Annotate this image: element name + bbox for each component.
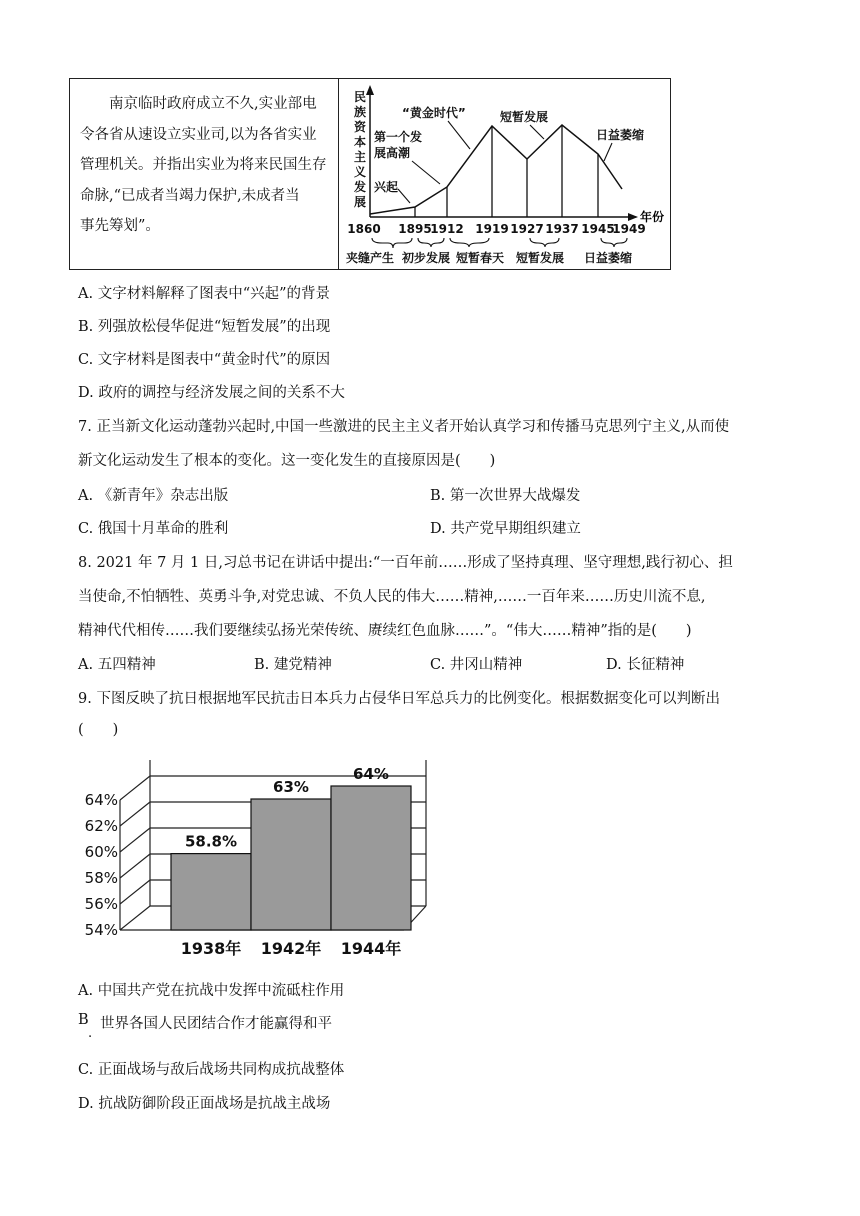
q7-stem: 7. 正当新文化运动蓬勃兴起时,中国一些激进的民主主义者开始认真学习和传播马克思列宁主义,从而使 [78, 419, 730, 435]
graph-annotation: 日益萎缩 [596, 128, 645, 142]
chart-bar [331, 786, 411, 930]
q9-option-b-letter[interactable]: B [78, 1012, 89, 1028]
q8-stem: 精神代代相传……我们要继续弘扬光荣传统、赓续红色血脉……”。“伟大……精神”指的是( ) [78, 623, 692, 639]
material-line: 管理机关。并指出实业为将来民国生存 [80, 157, 327, 173]
q9-stem: 9. 下图反映了抗日根据地军民抗击日本兵力占侵华日军总兵力的比例变化。根据数据变化可以判断出 [78, 691, 720, 707]
graph-annotation: “黄金时代” [402, 106, 466, 120]
q6-option-a[interactable]: A. 文字材料解释了图表中“兴起”的背景 [78, 286, 331, 302]
graph-year: 1937 [545, 222, 579, 236]
period-label: 短暂春天 [456, 251, 505, 265]
graph-year: 1912 [430, 222, 464, 236]
graph-annotation: 兴起 [374, 180, 399, 194]
graph-year: 1919 [475, 222, 509, 236]
q8-option-a[interactable]: A. 五四精神 [78, 657, 156, 673]
q8-option-b[interactable]: B. 建党精神 [254, 657, 332, 673]
graph-ylabel-char: 资 [354, 120, 367, 134]
q9-option-c[interactable]: C. 正面战场与敌后战场共同构成抗战整体 [78, 1062, 345, 1078]
chart-gridline-side [120, 906, 150, 930]
graph-year: 1949 [612, 222, 646, 236]
q8-stem: 8. 2021 年 7 月 1 日,习总书记在讲话中提出:“一百年前……形成了坚持真理、坚守理想,践行初心、担 [78, 555, 733, 571]
q8-stem: 当使命,不怕牺牲、英勇斗争,对党忠诚、不负人民的伟大……精神,……一百年来……历史川流不息, [78, 589, 706, 605]
graph-ylabel-char: 民 [354, 90, 367, 104]
graph-ylabel-char: 本 [354, 135, 367, 149]
q7-option-a[interactable]: A. 《新青年》杂志出版 [78, 488, 229, 504]
material-line: 命脉,“已成者当竭力保护,未成者当 [80, 187, 300, 204]
period-brace [530, 238, 559, 247]
q9-option-d[interactable]: D. 抗战防御阶段正面战场是抗战主战场 [78, 1096, 331, 1112]
chart-bar [171, 854, 251, 930]
material-line: 令各省从速设立实业司,以为各省实业 [80, 126, 317, 143]
period-brace [418, 238, 444, 247]
graph-annotation: 第一个发 [374, 130, 423, 144]
graph-year: 1895 [398, 222, 432, 236]
chart-gridline-side [120, 828, 150, 852]
chart-bar [251, 799, 331, 930]
graph-ylabel-char: 展 [354, 195, 367, 209]
graph-annotation-arrow [604, 143, 612, 161]
chart-ytick-label: 54% [84, 921, 118, 939]
graph-annotation: 展高潮 [374, 146, 411, 160]
chart-data-label: 64% [353, 765, 389, 783]
period-label: 初步发展 [402, 251, 451, 265]
q9-option-a[interactable]: A. 中国共产党在抗战中发挥中流砥柱作用 [78, 983, 345, 999]
chart-category-label: 1944年 [340, 939, 402, 958]
chart-gridline-side [120, 880, 150, 904]
graph-ylabel-char: 义 [354, 165, 367, 179]
period-brace [450, 238, 489, 247]
q7-stem: 新文化运动发生了根本的变化。这一变化发生的直接原因是( ) [78, 453, 496, 469]
q7-option-c[interactable]: C. 俄国十月革命的胜利 [78, 521, 229, 537]
graph-annotation-arrow [398, 189, 410, 203]
chart-gridline-side [120, 776, 150, 800]
material-table [69, 78, 671, 270]
q6-option-d[interactable]: D. 政府的调控与经济发展之间的关系不大 [78, 385, 345, 401]
graph-y-arrow [366, 85, 374, 95]
table-divider [338, 79, 339, 269]
chart-data-label: 58.8% [184, 832, 238, 851]
material-line: 南京临时政府成立不久,实业部电 [109, 96, 317, 112]
graph-annotation: 短暂发展 [500, 110, 549, 124]
material-text [80, 89, 332, 242]
period-brace [372, 238, 412, 248]
period-label: 短暂发展 [516, 251, 565, 265]
graph-annotation-arrow [412, 161, 440, 184]
graph-ylabel-char: 主 [354, 150, 367, 164]
chart-ytick-label: 58% [84, 869, 118, 887]
period-label: 夹缝产生 [346, 251, 395, 265]
graph-year: 1860 [347, 222, 381, 236]
period-label: 日益萎缩 [584, 251, 633, 265]
graph-x-arrow [628, 213, 638, 221]
graph-ylabel-char: 发 [354, 180, 367, 194]
chart-ytick-label: 60% [84, 843, 118, 861]
q9-option-b[interactable]: 世界各国人民团结合作才能赢得和平 [100, 1016, 332, 1032]
q9-option-b-dot: . [88, 1026, 93, 1041]
graph-year: 1927 [510, 222, 544, 236]
q7-option-d[interactable]: D. 共产党早期组织建立 [430, 521, 581, 537]
q8-option-c[interactable]: C. 井冈山精神 [430, 657, 523, 673]
period-brace [601, 238, 627, 247]
chart-gridline-side [120, 802, 150, 826]
q7-option-b[interactable]: B. 第一次世界大战爆发 [430, 488, 581, 504]
q6-option-b[interactable]: B. 列强放松侵华促进“短暂发展”的出现 [78, 319, 331, 335]
graph-annotation-arrow [448, 121, 470, 149]
capitalism-development-graph [340, 81, 670, 267]
graph-annotation-arrow [530, 125, 544, 139]
graph-year: 1945 [581, 222, 615, 236]
q6-option-c[interactable]: C. 文字材料是图表中“黄金时代”的原因 [78, 352, 331, 368]
graph-ylabel-char: 族 [354, 105, 367, 119]
chart-data-label: 63% [273, 778, 309, 796]
graph-x-unit: 年份 [640, 210, 665, 224]
q9-stem: ( ) [78, 722, 119, 738]
q8-option-d[interactable]: D. 长征精神 [606, 657, 685, 673]
chart-ytick-label: 56% [84, 895, 118, 913]
chart-gridline-side [120, 854, 150, 878]
chart-category-label: 1942年 [260, 939, 322, 958]
chart-ytick-label: 64% [84, 791, 118, 809]
chart-category-label: 1938年 [180, 939, 242, 958]
material-line: 事先筹划”。 [80, 218, 160, 234]
q9-bar-chart [76, 752, 468, 964]
chart-ytick-label: 62% [84, 817, 118, 835]
